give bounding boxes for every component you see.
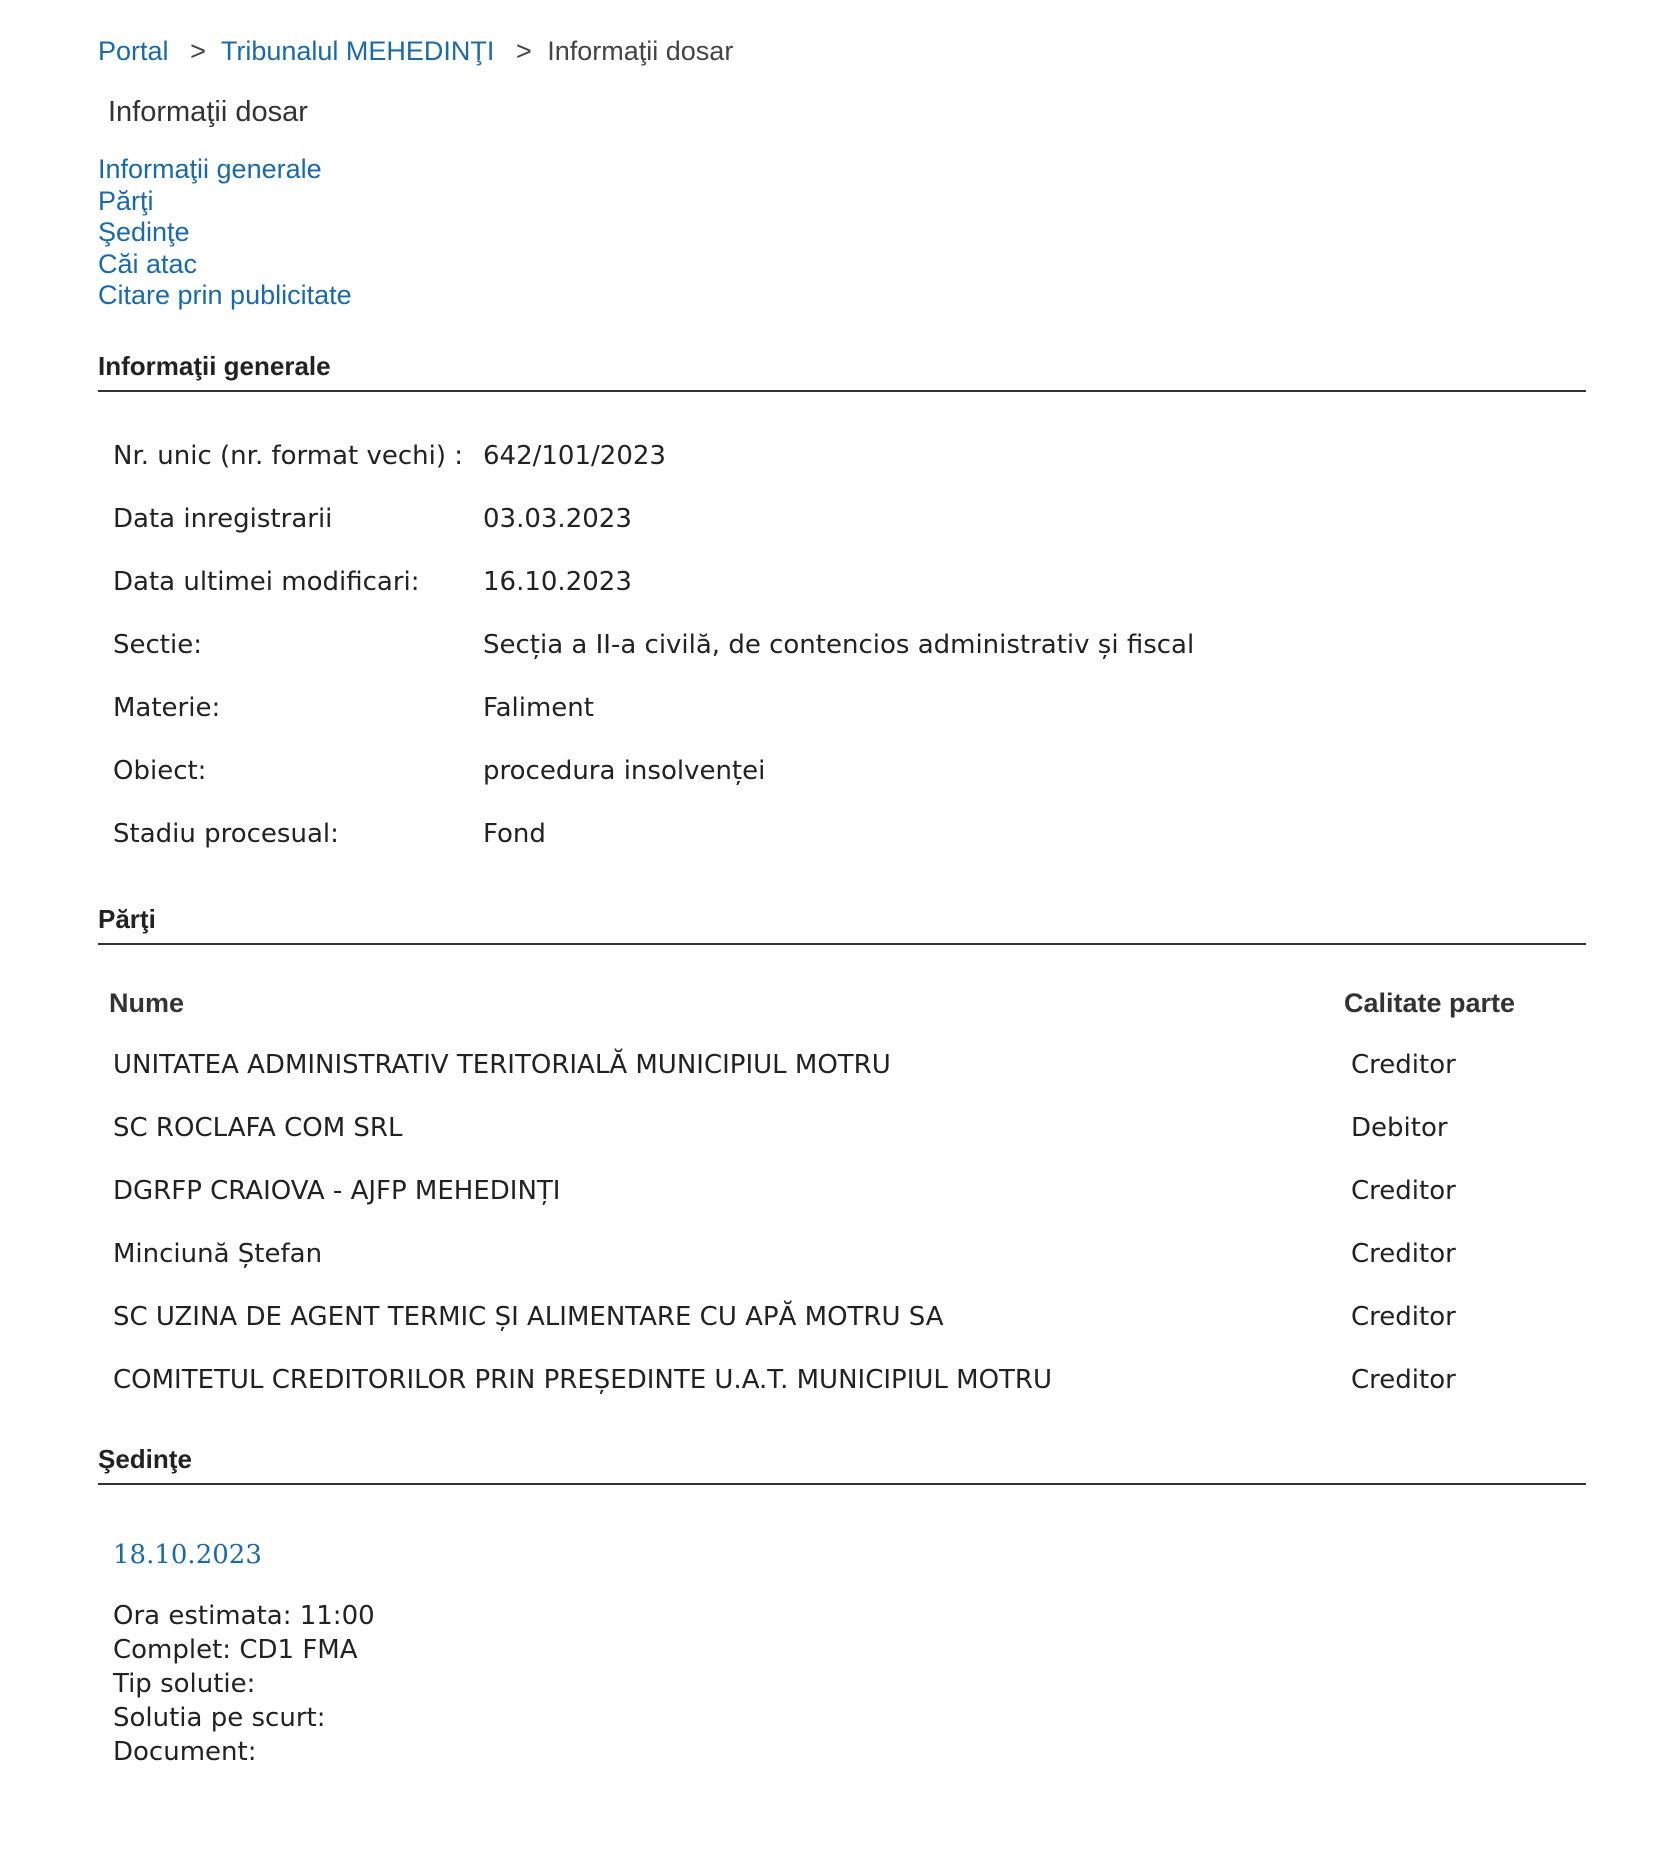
info-row-materie (98, 690, 1586, 753)
nav-link-sedinte[interactable]: Şedinţe (98, 217, 190, 247)
parties-table-header (98, 985, 1586, 1047)
party-role: Creditor (1351, 1238, 1456, 1269)
case-info-page (98, 32, 1586, 1769)
info-value: Secția a II-a civilă, de contencios administrativ și fiscal (483, 629, 1195, 660)
page-title: Informaţii dosar (108, 96, 308, 128)
info-label: Data ultimei modificari: (113, 566, 420, 597)
info-row-data-ultimei-modificari (98, 564, 1586, 627)
hearing-date: 18.10.2023 (113, 1539, 262, 1570)
breadcrumb (98, 32, 1586, 70)
info-value: 16.10.2023 (483, 566, 632, 597)
info-label: Data inregistrarii (113, 503, 333, 534)
section-header-parti: Părţi (98, 901, 1586, 945)
section-anchor-nav (98, 154, 1586, 312)
hearing-document: Document: (113, 1736, 257, 1767)
info-value: 03.03.2023 (483, 503, 632, 534)
hearing-item (98, 1537, 1586, 1769)
column-header-nume: Nume (109, 987, 185, 1018)
column-header-calitate-parte: Calitate parte (1344, 987, 1516, 1018)
breadcrumb-portal-link[interactable]: Portal (98, 36, 169, 66)
hearing-complet: Complet: CD1 FMA (113, 1634, 358, 1665)
table-row (98, 1299, 1586, 1362)
party-role: Debitor (1351, 1112, 1448, 1143)
info-row-stadiu-procesual (98, 816, 1586, 879)
parties-table (98, 985, 1586, 1425)
section-header-general: Informaţii generale (98, 348, 1586, 392)
info-row-obiect (98, 753, 1586, 816)
info-label: Obiect: (113, 755, 207, 786)
party-role: Creditor (1351, 1364, 1456, 1395)
party-name: Minciună Ștefan (113, 1238, 323, 1269)
party-name: DGRFP CRAIOVA - AJFP MEHEDINȚI (113, 1175, 561, 1206)
party-name: UNITATEA ADMINISTRATIV TERITORIALĂ MUNICIPIUL MOTRU (113, 1049, 891, 1080)
nav-link-cai-atac[interactable]: Căi atac (98, 248, 198, 279)
nav-link-parti[interactable]: Părţi (98, 185, 154, 216)
party-role: Creditor (1351, 1175, 1456, 1206)
table-row (98, 1110, 1586, 1173)
table-row (98, 1236, 1586, 1299)
breadcrumb-court-link[interactable]: Tribunalul MEHEDINŢI (220, 36, 495, 66)
info-row-nr-unic (98, 438, 1586, 501)
hearing-details (113, 1599, 1586, 1769)
breadcrumb-current: Informaţii dosar (547, 36, 734, 66)
info-value: Fond (483, 818, 546, 849)
hearing-solutia-pe-scurt: Solutia pe scurt: (113, 1702, 326, 1733)
nav-link-citare-prin-publicitate[interactable]: Citare prin publicitate (98, 280, 352, 310)
info-value: 642/101/2023 (483, 440, 666, 471)
general-info-table (98, 438, 1586, 879)
info-value: Faliment (483, 692, 594, 723)
info-value: procedura insolvenței (483, 755, 766, 786)
table-row (98, 1362, 1586, 1425)
hearing-tip-solutie: Tip solutie: (113, 1668, 256, 1699)
info-row-data-inregistrarii (98, 501, 1586, 564)
party-name: COMITETUL CREDITORILOR PRIN PREȘEDINTE U.A.T. MUNICIPIUL MOTRU (113, 1364, 1053, 1395)
party-role: Creditor (1351, 1049, 1456, 1080)
info-label: Sectie: (113, 629, 202, 660)
table-row (98, 1173, 1586, 1236)
party-role: Creditor (1351, 1301, 1456, 1332)
table-row (98, 1047, 1586, 1110)
info-label: Materie: (113, 692, 221, 723)
info-label: Stadiu procesual: (113, 818, 339, 849)
nav-link-informatii-generale[interactable]: Informaţii generale (98, 154, 322, 184)
info-label: Nr. unic (nr. format vechi) : (113, 440, 464, 471)
info-row-sectie (98, 627, 1586, 690)
hearing-ora-estimata: Ora estimata: 11:00 (113, 1600, 375, 1631)
breadcrumb-separator: > (515, 36, 532, 66)
party-name: SC UZINA DE AGENT TERMIC ȘI ALIMENTARE CU APĂ MOTRU SA (113, 1301, 944, 1332)
party-name: SC ROCLAFA COM SRL (113, 1112, 403, 1143)
breadcrumb-separator: > (190, 36, 206, 66)
section-header-sedinte: Şedinţe (98, 1441, 1586, 1485)
